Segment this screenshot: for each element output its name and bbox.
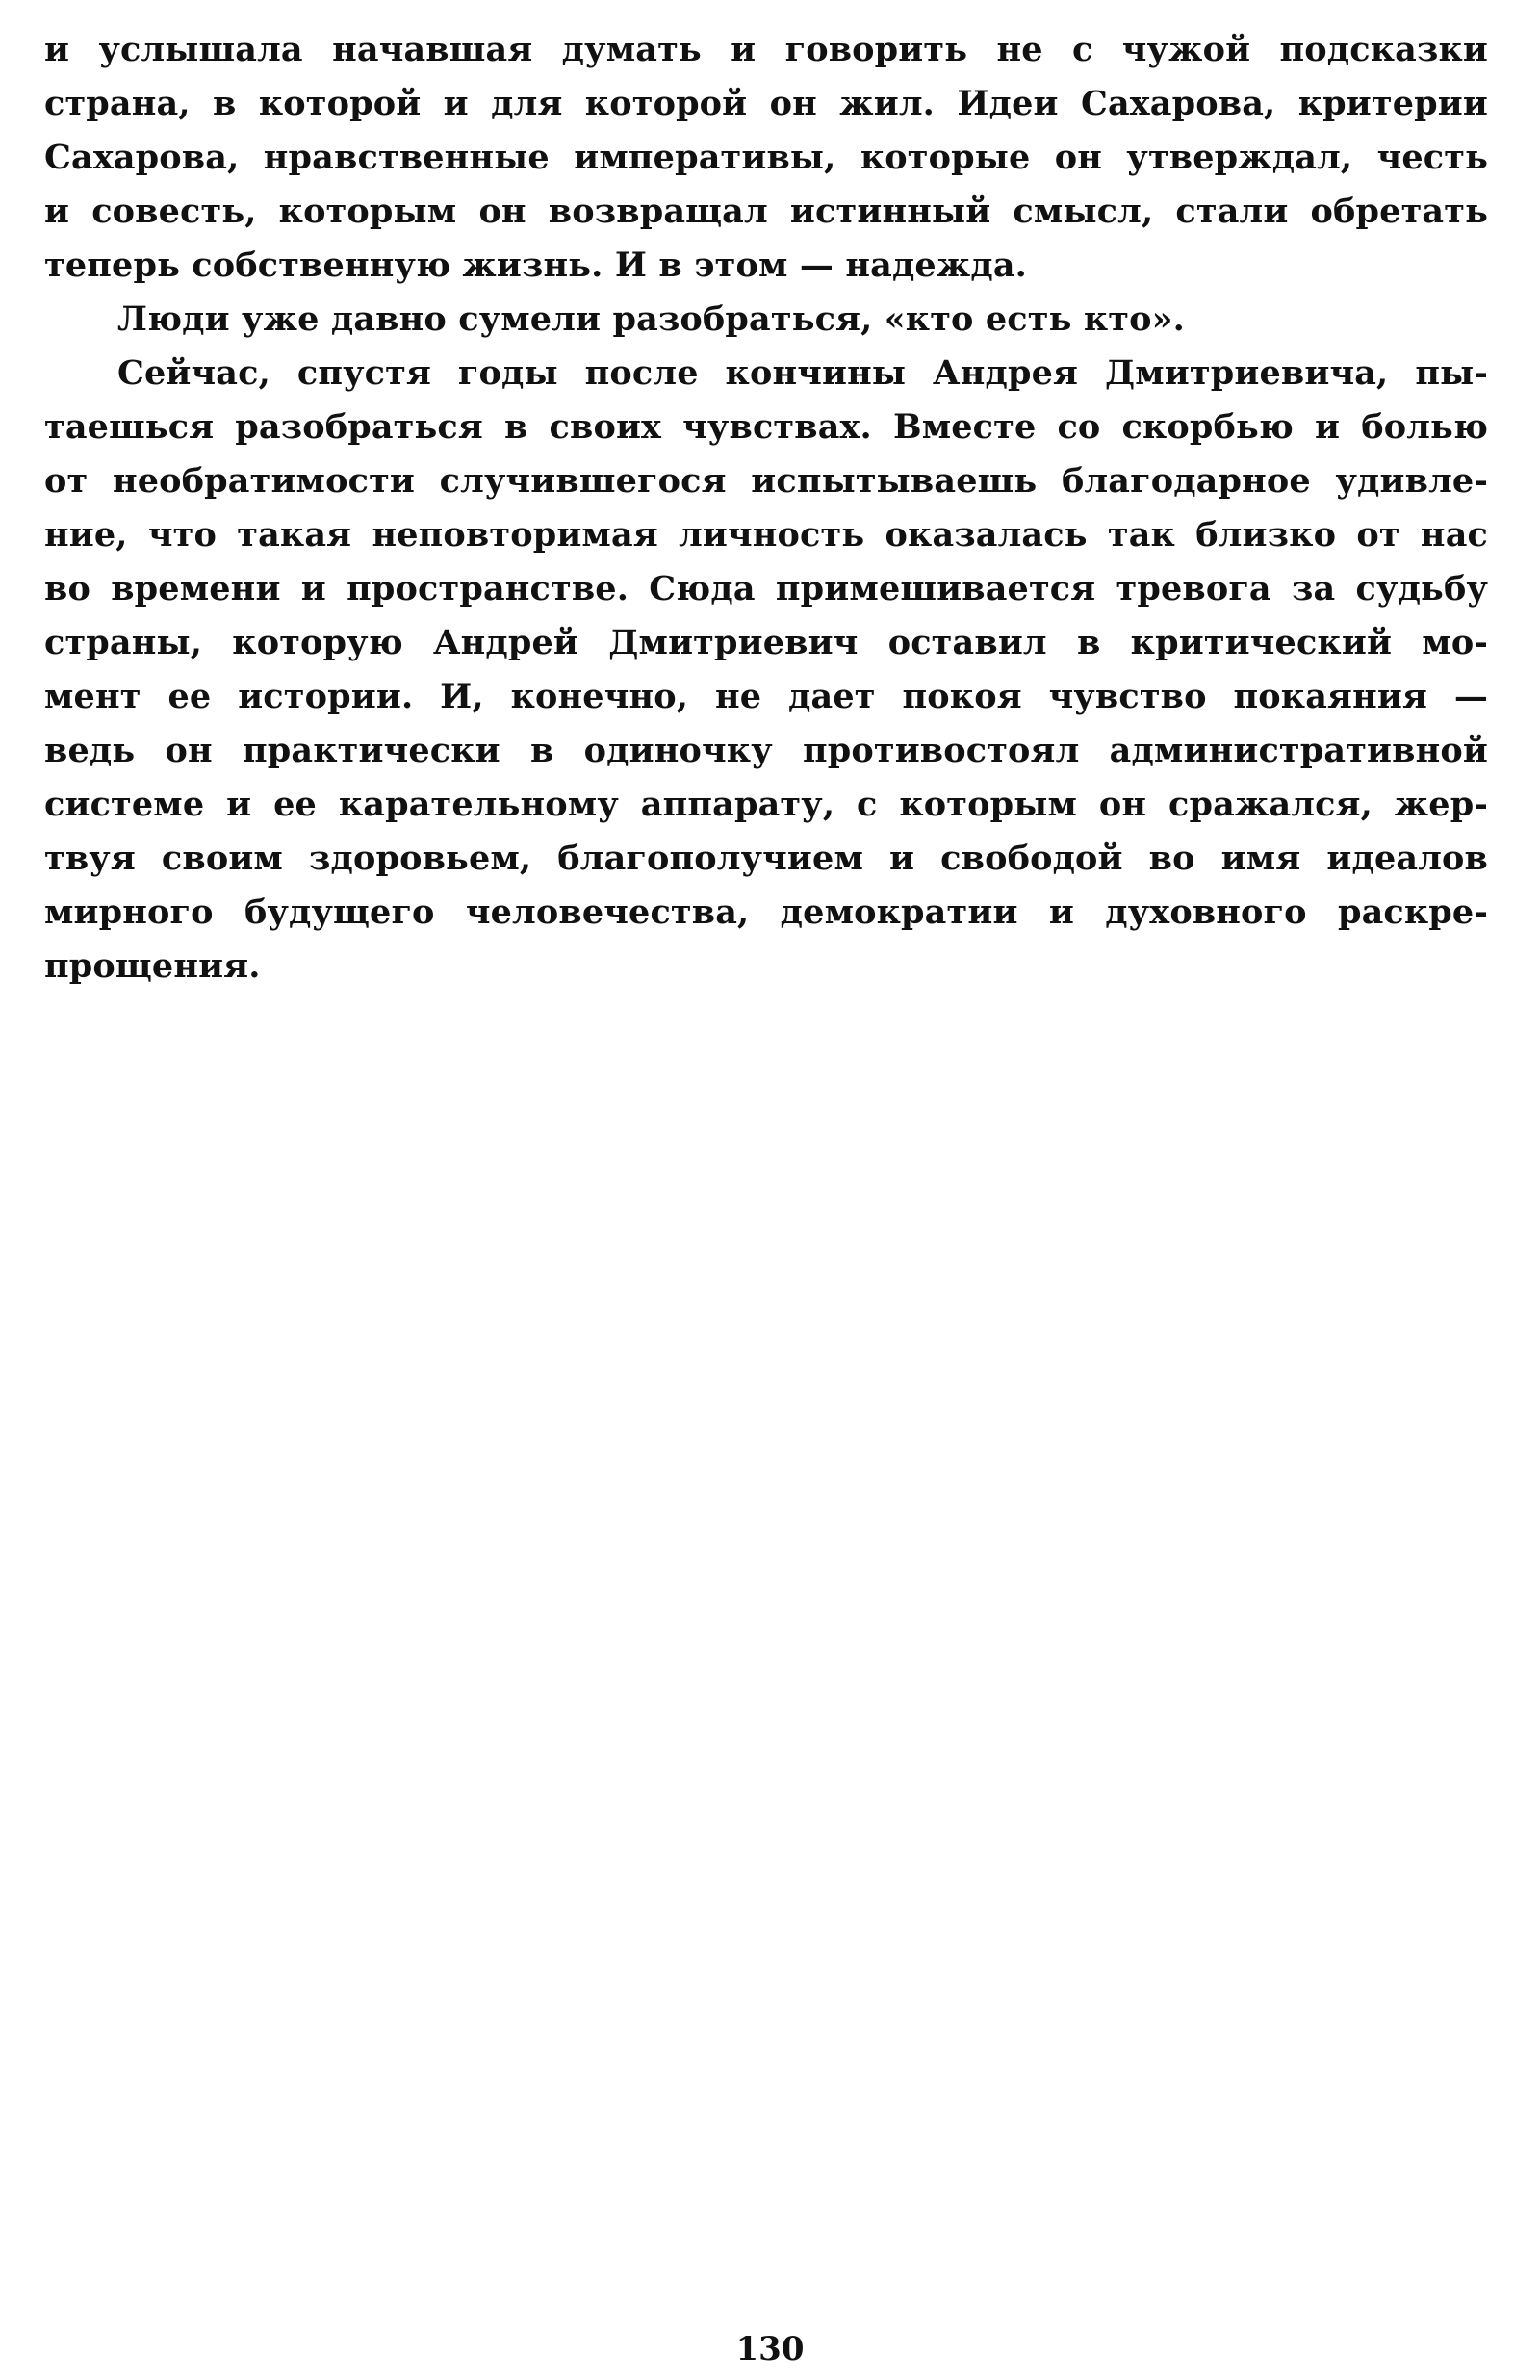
text-line: страна, в которой и для которой он жил. Идеи Сахарова, критерии <box>44 84 1488 123</box>
text-line: ведь он практически в одиночку противостоял административной <box>44 731 1488 770</box>
text-line: от необратимости случившегося испытываешь благодарное удивле- <box>44 461 1488 501</box>
text-line: системе и ее карательному аппарату, с которым он сражался, жер- <box>44 785 1488 824</box>
text-line: страны, которую Андрей Дмитриевич оставил в критический мо- <box>44 623 1488 662</box>
text-line: во времени и пространстве. Сюда примешивается тревога за судьбу <box>44 569 1488 608</box>
text-line: мент ее истории. И, конечно, не дает покоя чувство покаяния — <box>44 677 1488 716</box>
text-line: теперь собственную жизнь. И в этом — надежда. <box>44 246 1027 285</box>
text-line: твуя своим здоровьем, благополучием и свободой во имя идеалов <box>44 839 1488 878</box>
text-line: и совесть, которым он возвращал истинный смысл, стали обретать <box>44 192 1488 231</box>
text-line: прощения. <box>44 946 261 986</box>
paragraph-start-line: Сейчас, спустя годы после кончины Андрея Дмитриевича, пы- <box>117 353 1488 393</box>
paragraph-start-line: Люди уже давно сумели разобраться, «кто есть кто». <box>117 299 1185 339</box>
text-line: Сахарова, нравственные императивы, которые он утверждал, честь <box>44 138 1488 177</box>
page-number: 130 <box>735 2330 805 2368</box>
text-line: и услышала начавшая думать и говорить не с чужой подсказки <box>44 30 1488 69</box>
text-line: ние, что такая неповторимая личность оказалась так близко от нас <box>44 515 1488 555</box>
text-line: таешься разобраться в своих чувствах. Вместе со скорбью и болью <box>44 407 1488 447</box>
text-line: мирного будущего человечества, демократии и духовного раскре- <box>44 892 1488 932</box>
